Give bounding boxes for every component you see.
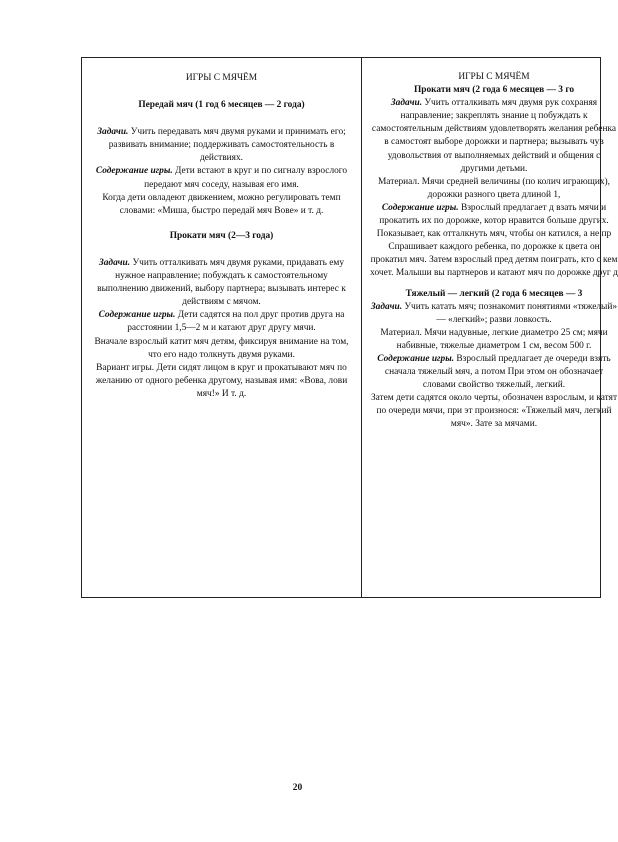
tasks-text: Учить отталкивать мяч двумя руками, придавать ему нужное направление; побуждать к самостоятельному выполнению движений, выбору партнера; вызывать интерес к действиям с мячом. <box>97 257 346 308</box>
game-extra: Затем дети садятся около черты, обозначен взрослым, и катят по очереди мячи, при эт произнося: «Тяжелый мяч, легкий мяч». Зате за мячами. <box>370 393 618 430</box>
game-material: Материал. Мячи надувные, легкие диаметро 25 см; мячи набивные, тяжелые диаметром 1 см, весом 500 г. <box>380 327 608 351</box>
left-column <box>82 58 361 597</box>
content-label: Содержание игры. <box>95 166 173 177</box>
game-extra: Вначале взрослый катит мяч детям, фиксируя внимание на том, что его надо толкнуть двумя руками. <box>94 336 349 360</box>
content-text: Дети встают в круг и по сигналу взрослого передают мяч соседу, называя его имя. <box>144 166 348 190</box>
two-column-frame <box>81 57 618 598</box>
game-title-roll-ball: Прокати мяч (2—3 года) <box>169 230 274 241</box>
section-heading: ИГРЫ С МЯЧЁМ <box>458 72 530 82</box>
game-title-pass-ball: Передай мяч (1 год 6 месяцев — 2 года) <box>138 100 305 111</box>
tasks-label: Задачи. <box>390 98 423 109</box>
game-content <box>92 309 351 335</box>
content-text: Дети садятся на пол друг против друга на расстоянии 1,5—2 м и катают друг другу мячи. <box>127 310 345 334</box>
game-title-heavy-light: Тяжелый — легкий (2 года 6 месяцев — 3 <box>405 288 583 299</box>
page-number: 20 <box>292 783 303 793</box>
game-title-roll-ball-older: Прокати мяч (2 года 6 месяцев — 3 го <box>413 85 575 96</box>
section-heading: ИГРЫ С МЯЧЁМ <box>185 73 258 83</box>
tasks-text: Учить отталкивать мяч двумя рук сохраняя направление; закреплять знание ц побуждать к самостоятельным действиям удовлетворять желания ребенка в самостоят выборе дорожки и партнера; вызывать чув удовольствия от выполняемых действий и общения с другими детьми. <box>371 98 617 174</box>
game-content <box>370 353 618 392</box>
tasks-text: Учить передавать мяч двумя руками и принимать его; развивать внимание; поддерживать самостоятельность в действиях. <box>108 127 346 164</box>
tasks-label: Задачи. <box>97 127 129 138</box>
content-label: Содержание игры. <box>381 202 459 213</box>
tasks-text: Учить катать мяч; познакомит понятиями «тяжелый» — «легкий»; разви ловкость. <box>404 301 618 325</box>
right-column <box>361 58 618 597</box>
content-text: Взрослый предлагает де очереди взять сначала тяжелый мяч, а потом При этом он обозначает словами свойство тяжелый, легкий. <box>384 353 611 391</box>
tasks-label: Задачи. <box>98 257 131 268</box>
content-label: Содержание игры. <box>377 353 455 364</box>
game-tasks <box>370 97 618 176</box>
game-extra: Когда дети овладеют движением, можно регулировать темп словами: «Миша, быстро передай мяч Вове» и т. д. <box>102 192 341 216</box>
game-content <box>370 202 618 281</box>
game-material: Материал. Мячи средней величины (по колич играющих), дорожки разного цвета длиной 1, <box>377 176 611 200</box>
content-label: Содержание игры. <box>98 310 176 321</box>
game-variant: Вариант игры. Дети сидят лицом в круг и прокатывают мяч по желанию от одного ребенка другому, называя имя: «Вова, лови мяч!» И т. д. <box>95 362 348 399</box>
game-tasks <box>370 301 618 327</box>
content-text: Взрослый предлагает д взать мячи и прокатить их по дорожке, котор нравится больше других. Показывает, как отталкнуть мяч, чтобы он катился, а не пр Спрашивает каждого ребенка, по дорожке к цвета он прокатил мяч. Затем взрослый пред детям поиграть, кто с кем хочет. Малыши вы партнеров и катают мяч по дорожке друг д <box>370 202 618 279</box>
tasks-label: Задачи. <box>370 301 403 312</box>
game-content <box>92 165 351 191</box>
game-tasks <box>92 257 351 309</box>
game-tasks <box>92 126 351 165</box>
